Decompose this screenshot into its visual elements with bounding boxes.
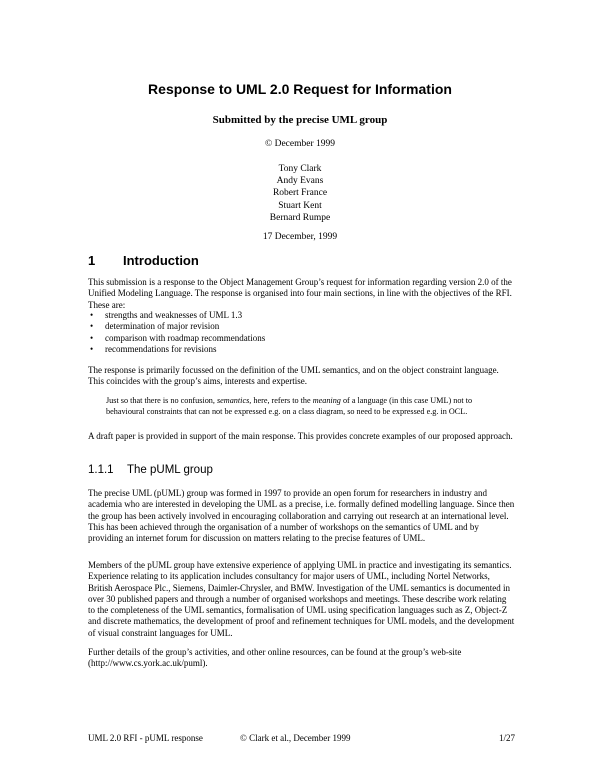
section-heading-introduction <box>88 252 199 270</box>
author-name: Robert France <box>272 188 328 199</box>
page-number: 1/27 <box>498 733 515 743</box>
list-item: • strengths and weaknesses of UML 1.3 <box>90 310 243 320</box>
subsection-number: 1.1.1 <box>88 464 114 476</box>
list-item: • determination of major revision <box>90 321 220 332</box>
copyright-line: © December 1999 <box>265 139 335 149</box>
document-subtitle: Submitted by the precise UML group <box>212 114 388 126</box>
list-item: • recommendations for revisions <box>90 343 217 354</box>
intro-paragraph-2: The response is primarily focussed on the definition of the UML semantics, and on the object constraint language. This coincides with the group’s aims, interests and expertise. <box>88 365 499 387</box>
bullet-icon: • <box>90 332 94 343</box>
author-name: Tony Clark <box>278 164 322 174</box>
puml-paragraph-1: The precise UML (pUML) group was formed in 1997 to provide an open forum for researchers in industry and academia who are interested in developing the UML as a precise, i.e. formally defined modelling language. Since then the group has been actively involved in encouraging collaboration and carrying out research at an international level. This has been achieved through the organisation of a number of workshops on the semantics of UML and by providing an internet forum for discussion on matters relating to the precise features of UML. <box>88 488 515 544</box>
bullet-icon: • <box>90 310 94 320</box>
section-heading-puml-group <box>88 462 213 478</box>
author-name: Bernard Rumpe <box>269 212 331 223</box>
intro-paragraph-3: A draft paper is provided in support of the main response. This provides concrete examples of our proposed approach. <box>88 431 513 441</box>
bullet-icon: • <box>90 321 94 332</box>
puml-paragraph-3: Further details of the group’s activities, and other online resources, can be found at the group’s web-site (http://www.cs.york.ac.uk/puml). <box>88 647 462 669</box>
footer-document-name: UML 2.0 RFI - pUML response <box>88 733 203 743</box>
semantics-note: Just so that there is no confusion, semantics, here, refers to the meaning of a language (in this case UML) not to behavioural constraints that can not be expressed e.g. on a class diagram, so need to be expressed e.g. in OCL. <box>106 396 473 416</box>
document-date: 17 December, 1999 <box>262 232 338 242</box>
footer-copyright: © Clark et al., December 1999 <box>240 733 351 743</box>
author-list <box>0 163 600 224</box>
subsection-title: The pUML group <box>127 464 213 476</box>
author-name: Stuart Kent <box>278 200 322 211</box>
list-item: • comparison with roadmap recommendations <box>90 332 266 343</box>
bullet-icon: • <box>90 343 94 354</box>
section-title: Introduction <box>123 253 199 268</box>
objectives-list <box>88 310 515 355</box>
author-name: Andy Evans <box>276 176 324 187</box>
puml-paragraph-2: Members of the pUML group have extensive experience of applying UML in practice and investigating its semantics. Experience relating to its application includes consultancy for major users of UML, including Nortel Networks, British Aerospace Plc., Siemens, Daimler-Chrysler, and BMW. Investigation of the UML semantics is documented in over 30 published papers and through a number of organised workshops and meetings. These describe work relating to the completeness of the UML semantics, formalisation of UML using specification languages such as Z, Object-Z and discrete mathematics, the development of proof and refinement techniques for UML models, and the development of visual constraint languages for UML. <box>88 560 515 638</box>
section-number: 1 <box>88 253 96 268</box>
page-footer <box>88 732 515 744</box>
intro-paragraph-1: This submission is a response to the Object Management Group’s request for information regarding version 2.0 of the Unified Modeling Language. The response is organised into four main sections, in line with the objectives of the RFI. These are: <box>88 277 512 310</box>
document-title: Response to UML 2.0 Request for Information <box>148 81 452 97</box>
